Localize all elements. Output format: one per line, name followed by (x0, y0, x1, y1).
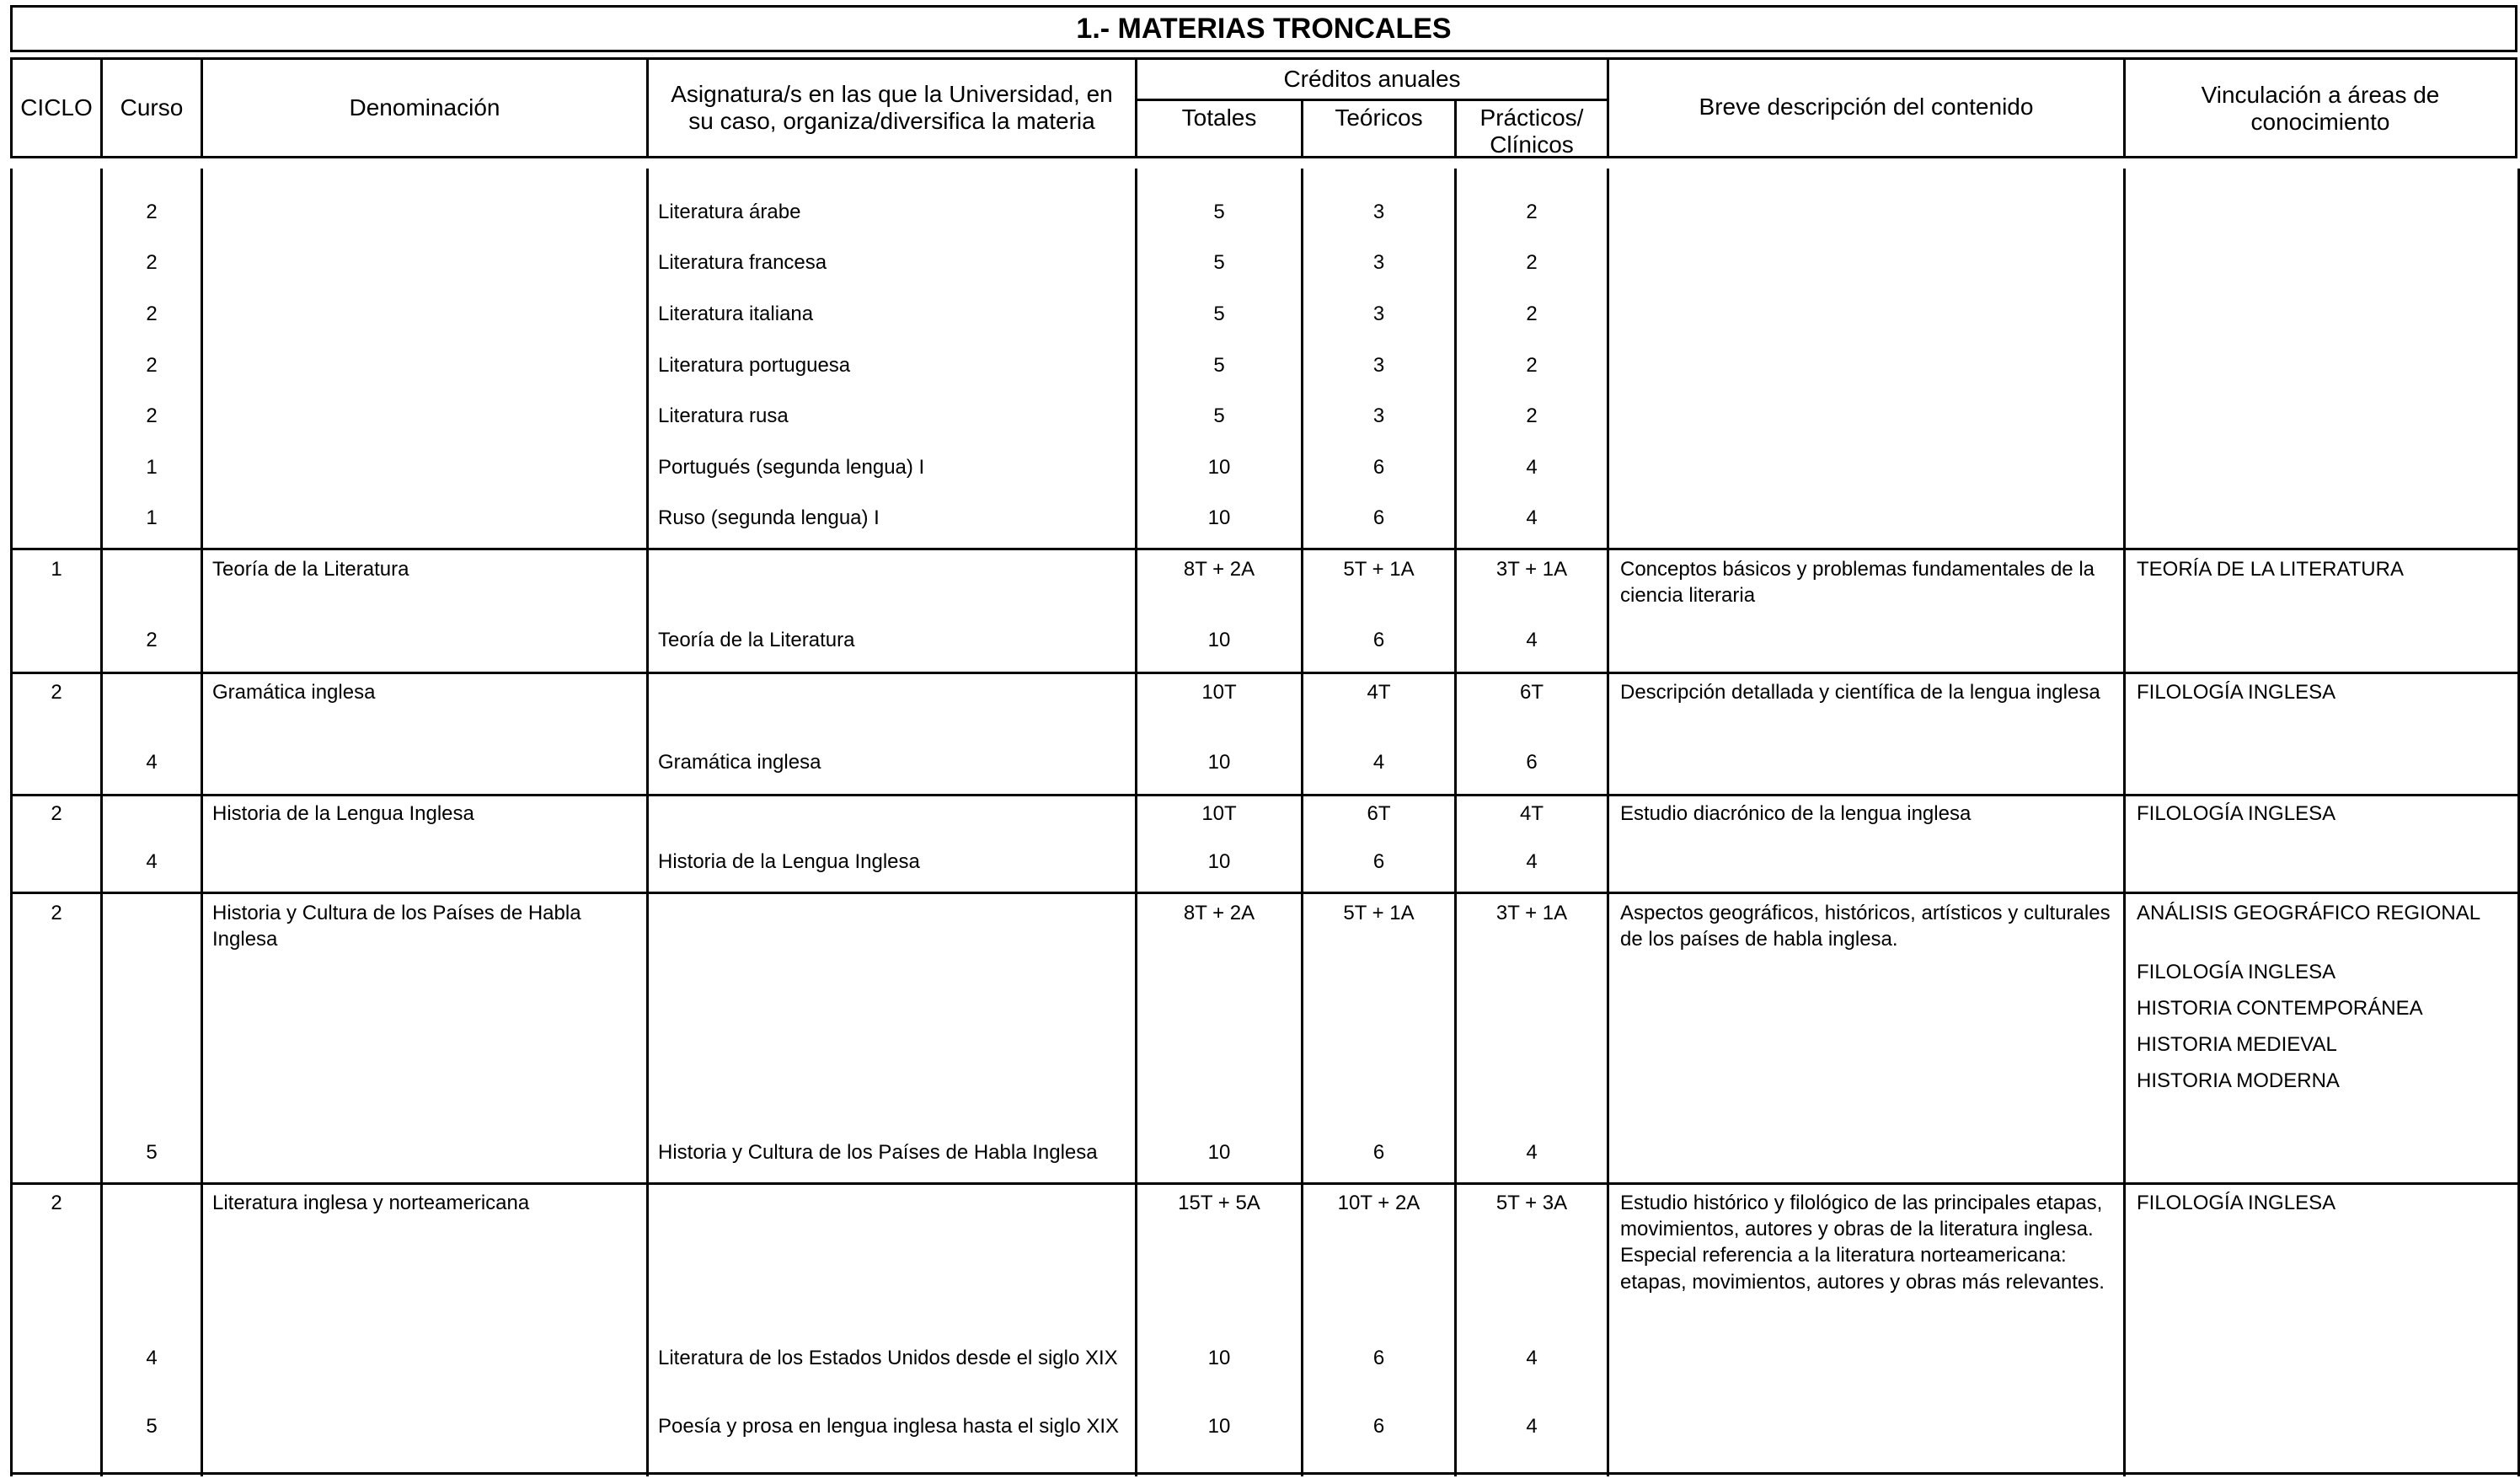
cell-practicos: 4 (1526, 456, 1538, 479)
cell-teoricos: 3 (1372, 251, 1385, 274)
cell-teoricos: 6 (1372, 1141, 1385, 1164)
cell-totales: 15T + 5A (1178, 1192, 1260, 1214)
cell-teoricos: 6 (1372, 456, 1385, 479)
cell-practicos: 2 (1526, 404, 1538, 427)
cell-asignatura: Literatura italiana (658, 303, 814, 325)
header-teoricos: Teóricos (1301, 99, 1457, 158)
cell-ciclo: 2 (51, 1192, 62, 1214)
cell-area: FILOLOGÍA INGLESA (2137, 802, 2336, 825)
cell-teoricos: 3 (1372, 303, 1385, 325)
cell-asignatura: Teoría de la Literatura (658, 629, 855, 651)
cell-curso: 2 (146, 303, 158, 325)
header-practicos: Prácticos/ Clínicos (1454, 99, 1609, 158)
cell-asignatura: Historia y Cultura de los Países de Habla Inglesa (658, 1141, 1098, 1164)
cell-totales: 10T (1201, 802, 1237, 825)
cell-totales: 10 (1207, 1415, 1231, 1438)
cell-denominacion: Historia de la Lengua Inglesa (212, 802, 474, 825)
cell-asignatura: Literatura árabe (658, 201, 801, 223)
cell-practicos: 2 (1526, 201, 1538, 223)
cell-asignatura: Gramática inglesa (658, 751, 821, 774)
cell-totales: 5 (1213, 251, 1225, 274)
table-title: 1.- MATERIAS TRONCALES (10, 5, 2517, 52)
cell-practicos: 4 (1526, 1141, 1538, 1164)
cell-practicos: 2 (1526, 354, 1538, 377)
cell-area: FILOLOGÍA INGLESA (2137, 681, 2336, 704)
row-divider (10, 892, 2520, 894)
cell-asignatura: Historia de la Lengua Inglesa (658, 850, 920, 873)
cell-ciclo: 1 (51, 558, 62, 581)
cell-practicos: 4 (1526, 629, 1538, 651)
cell-asignatura: Portugués (segunda lengua) I (658, 456, 925, 479)
cell-curso: 2 (146, 251, 158, 274)
header-totales: Totales (1135, 99, 1303, 158)
cell-asignatura: Literatura francesa (658, 251, 827, 274)
column-divider (2123, 169, 2126, 1476)
header-vinculacion: Vinculación a áreas de conocimiento (2123, 57, 2517, 158)
cell-practicos: 6 (1526, 751, 1538, 774)
cell-area: FILOLOGÍA INGLESA (2137, 1192, 2336, 1214)
header-denominacion: Denominación (201, 57, 649, 158)
cell-area: FILOLOGÍA INGLESA (2137, 961, 2336, 983)
cell-asignatura: Poesía y prosa en lengua inglesa hasta el siglo XIX (658, 1415, 1120, 1438)
cell-teoricos: 6 (1372, 1347, 1385, 1369)
cell-teoricos: 6 (1372, 1415, 1385, 1438)
cell-teoricos: 5T + 1A (1343, 902, 1415, 924)
cell-totales: 10 (1207, 456, 1231, 479)
cell-practicos: 4 (1526, 1347, 1538, 1369)
cell-asignatura: Literatura rusa (658, 404, 789, 427)
cell-curso: 5 (146, 1415, 158, 1438)
row-divider (10, 672, 2520, 674)
header-asignaturas: Asignatura/s en las que la Universidad, en su caso, organiza/diversifica la materia (646, 57, 1137, 158)
cell-teoricos: 4T (1367, 681, 1391, 704)
cell-teoricos: 3 (1372, 201, 1385, 223)
cell-curso: 4 (146, 1347, 158, 1369)
cell-totales: 10 (1207, 850, 1231, 873)
cell-ciclo: 2 (51, 681, 62, 704)
column-divider (646, 169, 649, 1476)
cell-teoricos: 4 (1372, 751, 1385, 774)
cell-denominacion: Literatura inglesa y norteamericana (212, 1192, 530, 1214)
cell-area: HISTORIA CONTEMPORÁNEA (2137, 997, 2423, 1020)
cell-curso: 2 (146, 629, 158, 651)
cell-curso: 2 (146, 404, 158, 427)
row-divider (10, 1182, 2520, 1185)
cell-totales: 8T + 2A (1183, 902, 1255, 924)
cell-curso: 2 (146, 201, 158, 223)
cell-practicos: 3T + 1A (1495, 558, 1568, 581)
cell-descripcion: Descripción detallada y científica de la lengua inglesa (1620, 681, 2100, 704)
cell-practicos: 4 (1526, 506, 1538, 529)
cell-totales: 10 (1207, 1347, 1231, 1369)
cell-area: TEORÍA DE LA LITERATURA (2137, 558, 2404, 581)
cell-teoricos: 5T + 1A (1343, 558, 1415, 581)
cell-totales: 5 (1213, 201, 1225, 223)
cell-practicos: 4T (1519, 802, 1544, 825)
cell-ciclo: 2 (51, 902, 62, 924)
cell-area: HISTORIA MODERNA (2137, 1069, 2340, 1092)
cell-asignatura: Literatura portuguesa (658, 354, 851, 377)
cell-asignatura: Literatura de los Estados Unidos desde el siglo XIX (658, 1347, 1118, 1369)
cell-totales: 10 (1207, 751, 1231, 774)
cell-teoricos: 3 (1372, 354, 1385, 377)
cell-practicos: 2 (1526, 303, 1538, 325)
row-divider (10, 794, 2520, 796)
cell-denominacion: Historia y Cultura de los Países de Habla Inglesa (212, 902, 581, 951)
cell-denominacion: Teoría de la Literatura (212, 558, 409, 581)
cell-teoricos: 6 (1372, 629, 1385, 651)
cell-denominacion: Gramática inglesa (212, 681, 376, 704)
cell-practicos: 5T + 3A (1495, 1192, 1568, 1214)
cell-teoricos: 3 (1372, 404, 1385, 427)
cell-curso: 1 (146, 456, 158, 479)
header-ciclo: CICLO (10, 57, 103, 158)
cell-teoricos: 6 (1372, 850, 1385, 873)
cell-totales: 8T + 2A (1183, 558, 1255, 581)
header-descripcion: Breve descripción del contenido (1607, 57, 2126, 158)
cell-area: ANÁLISIS GEOGRÁFICO REGIONAL (2137, 902, 2481, 924)
header-curso: Curso (100, 57, 203, 158)
cell-curso: 2 (146, 354, 158, 377)
cell-teoricos: 6T (1367, 802, 1391, 825)
cell-asignatura: Ruso (segunda lengua) I (658, 506, 880, 529)
cell-descripcion: Estudio histórico y filológico de las principales etapas, movimientos, autores y obras de la literatura inglesa. Especial referencia a la literatura norteamericana: etapas, movimientos, autores y obras más relevantes. (1620, 1192, 2105, 1294)
cell-descripcion: Estudio diacrónico de la lengua inglesa (1620, 802, 1972, 825)
cell-totales: 10 (1207, 1141, 1231, 1164)
row-divider (10, 1472, 2520, 1475)
cell-descripcion: Aspectos geográficos, históricos, artísticos y culturales de los países de habla inglesa. (1620, 902, 2111, 951)
cell-totales: 10T (1201, 681, 1237, 704)
header-creditos: Créditos anuales (1135, 57, 1609, 101)
cell-curso: 4 (146, 751, 158, 774)
cell-totales: 5 (1213, 303, 1225, 325)
cell-practicos: 6T (1519, 681, 1544, 704)
cell-teoricos: 10T + 2A (1337, 1192, 1421, 1214)
cell-practicos: 3T + 1A (1495, 902, 1568, 924)
cell-practicos: 2 (1526, 251, 1538, 274)
cell-teoricos: 6 (1372, 506, 1385, 529)
cell-ciclo: 2 (51, 802, 62, 825)
row-divider (10, 548, 2520, 550)
cell-descripcion: Conceptos básicos y problemas fundamentales de la ciencia literaria (1620, 558, 2095, 608)
cell-practicos: 4 (1526, 850, 1538, 873)
cell-curso: 5 (146, 1141, 158, 1164)
cell-curso: 1 (146, 506, 158, 529)
cell-totales: 5 (1213, 404, 1225, 427)
cell-totales: 5 (1213, 354, 1225, 377)
cell-totales: 10 (1207, 629, 1231, 651)
cell-practicos: 4 (1526, 1415, 1538, 1438)
cell-curso: 4 (146, 850, 158, 873)
cell-totales: 10 (1207, 506, 1231, 529)
cell-area: HISTORIA MEDIEVAL (2137, 1033, 2337, 1056)
